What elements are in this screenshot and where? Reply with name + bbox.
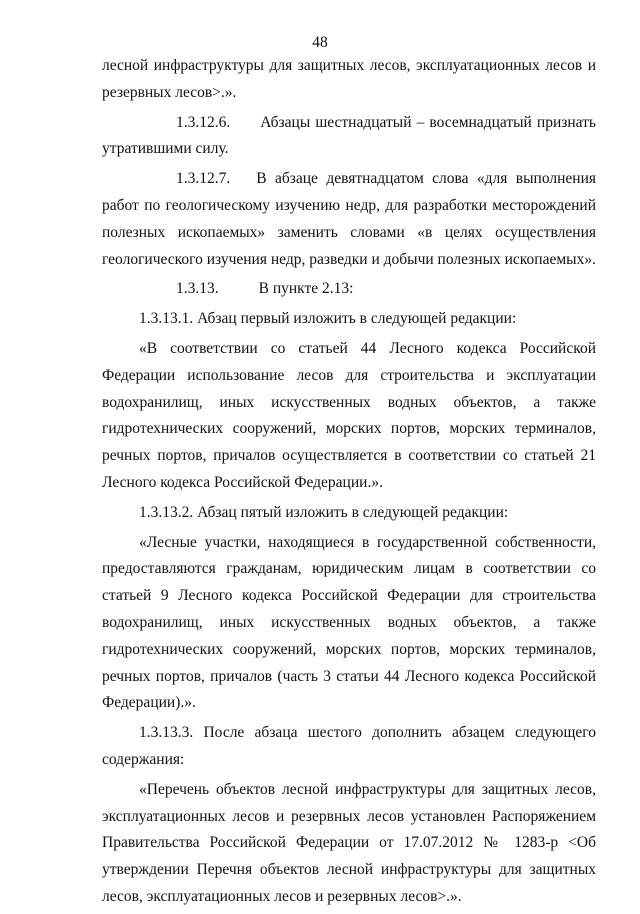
paragraph-1-3-13: [102, 276, 596, 303]
quoted-paragraph-2: «Лесные участки, находящиеся в государственной собственности, предоставляются гражданам, юридическим лицам в соответствии со статьей 9 Лесного кодекса Российской Федерации для строительства водохранилищ, иных искусственных водных объектов, а также гидротехнических сооружений, морских портов, морских терминалов, речных портов, причалов (часть 3 статьи 44 Лесного кодекса Российской Федерации).».: [102, 533, 596, 712]
clause-text: В абзаце девятнадцатом слова «для выполнения работ по геологическому изучению недр, для разработки месторождений полезных ископаемых» заменить словами «в целях осуществления геологического изучения недр, разведки и добычи полезных ископаемых».: [102, 170, 596, 268]
clause-number: 1.3.13.: [176, 280, 219, 298]
clause-number: 1.3.12.7.: [176, 170, 231, 188]
page-number: 48: [312, 34, 328, 51]
paragraph-1-3-12-6: [102, 110, 596, 164]
clause-number: 1.3.12.6.: [176, 113, 231, 131]
paragraph-1-3-13-3: 1.3.13.3. После абзаца шестого дополнить абзацем следующего содержания:: [102, 724, 596, 768]
paragraph-1-3-13-2: 1.3.13.2. Абзац пятый изложить в следующей редакции:: [139, 503, 509, 521]
paragraph-1-3-13-1: 1.3.13.1. Абзац первый изложить в следующей редакции:: [139, 310, 517, 328]
quoted-paragraph-1: «В соответствии со статьей 44 Лесного кодекса Российской Федерации использование лесов для строительства и эксплуатации водохранилищ, иных искусственных водных объектов, а также гидротехнических сооружений, морских портов, морских терминалов, речных портов, причалов осуществляется в соответствии со статьей 21 Лесного кодекса Российской Федерации.».: [102, 339, 596, 491]
quoted-paragraph-3: «Перечень объектов лесной инфраструктуры для защитных лесов, эксплуатационных лесов и резервных лесов установлен Распоряжением Правительства Российской Федерации от 17.07.2012 № 1283-р <Об утверждении Перечня объектов лесной инфраструктуры для защитных лесов, эксплуатационных лесов и резервных лесов>.».: [102, 780, 596, 905]
paragraph-continuation: лесной инфраструктуры для защитных лесов, эксплуатационных лесов и резервных лесов>.».: [102, 57, 596, 101]
clause-text: Абзацы шестнадцатый – восемнадцатый признать утратившими силу.: [102, 113, 596, 158]
paragraph-1-3-12-7: [102, 166, 596, 273]
document-body: [102, 53, 596, 914]
clause-text: В пункте 2.13:: [258, 280, 354, 298]
